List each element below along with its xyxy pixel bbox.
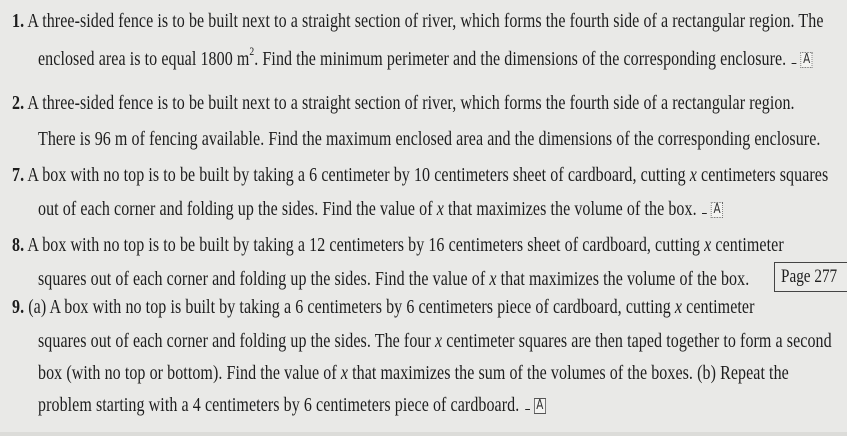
answer-link-icon[interactable]: A [534,398,546,414]
problem-9-line-4 [38,394,546,416]
answer-underscore [702,213,707,214]
page-label: Page 277 [781,266,838,287]
problem-number: 9. [12,296,25,318]
problem-number: 1. [12,10,25,32]
problem-text: A box with no top is to be built by taking a 12 centimeters by 16 centimeters sheet of cardboard, cutting [27,234,705,256]
problem-8-line-2 [38,268,749,290]
problem-text: A box with no top is to be built by taking a 6 centimeter by 10 centimeters sheet of cardboard, cutting [27,164,690,186]
variable-x: x [435,330,443,352]
problem-text: squares out of each corner and folding up the sides. The four [38,330,435,352]
problem-1-line-2 [38,44,813,70]
bottom-edge [0,432,847,436]
problem-text: that maximizes the sum of the volumes of the boxes. (b) Repeat the [348,362,789,384]
problem-text: box (with no top or bottom). Find the value of [38,362,341,384]
problem-text: that maximizes the volume of the box. [443,198,697,220]
problem-9-line-1 [12,296,755,318]
problem-text: centimeter [682,296,755,318]
problem-number: 7. [12,164,25,186]
problem-text: (a) A box with no top is built by taking a 6 centimeters by 6 centimeters piece of cardboard, cutting [28,296,675,318]
answer-link-icon[interactable]: A [801,52,813,68]
problem-text: centimeters squares [696,164,829,186]
problem-number: 8. [12,234,25,256]
problem-text: squares out of each corner and folding up the sides. Find the value of [38,268,490,290]
problem-text: centimeter [711,234,784,256]
variable-x: x [340,362,349,384]
variable-x: x [674,296,683,318]
problem-2-line-1 [12,92,795,114]
variable-x: x [489,268,497,290]
superscript: 2 [249,44,255,59]
problem-9-line-2 [38,330,832,352]
answer-underscore [792,63,797,64]
variable-x: x [704,234,712,256]
problem-8-line-1 [12,234,784,256]
answer-link-icon[interactable]: A [711,202,723,218]
page-marker [774,262,847,292]
problem-text: A three-sided fence is to be built next to a straight section of river, which forms the fourth side of a rectangular region. The [27,10,824,32]
problem-1-line-1 [12,10,824,32]
problem-text: that maximizes the volume of the box. [496,268,750,290]
problem-text: out of each corner and folding up the sides. Find the value of [38,198,437,220]
problem-number: 2. [12,92,25,114]
problem-text: There is 96 m of fencing available. Find the maximum enclosed area and the dimensions of the corresponding enclosure. [38,128,821,150]
problem-text: problem starting with a 4 centimeters by 6 centimeters piece of cardboard. [38,394,520,416]
problem-text: . Find the minimum perimeter and the dimensions of the corresponding enclosure. [254,48,787,70]
problem-text: centimeter squares are then taped together to form a second [442,330,832,352]
problem-7-line-1 [12,164,828,186]
problem-2-line-2 [38,128,820,150]
problem-9-line-3 [38,362,789,384]
problem-text: A three-sided fence is to be built next to a straight section of river, which forms the fourth side of a rectangular region. [27,92,795,114]
variable-x: x [689,164,697,186]
problem-text: enclosed area is to equal 1800 m [38,48,250,70]
answer-underscore [525,409,530,410]
variable-x: x [436,198,444,220]
problem-7-line-2 [38,198,723,220]
